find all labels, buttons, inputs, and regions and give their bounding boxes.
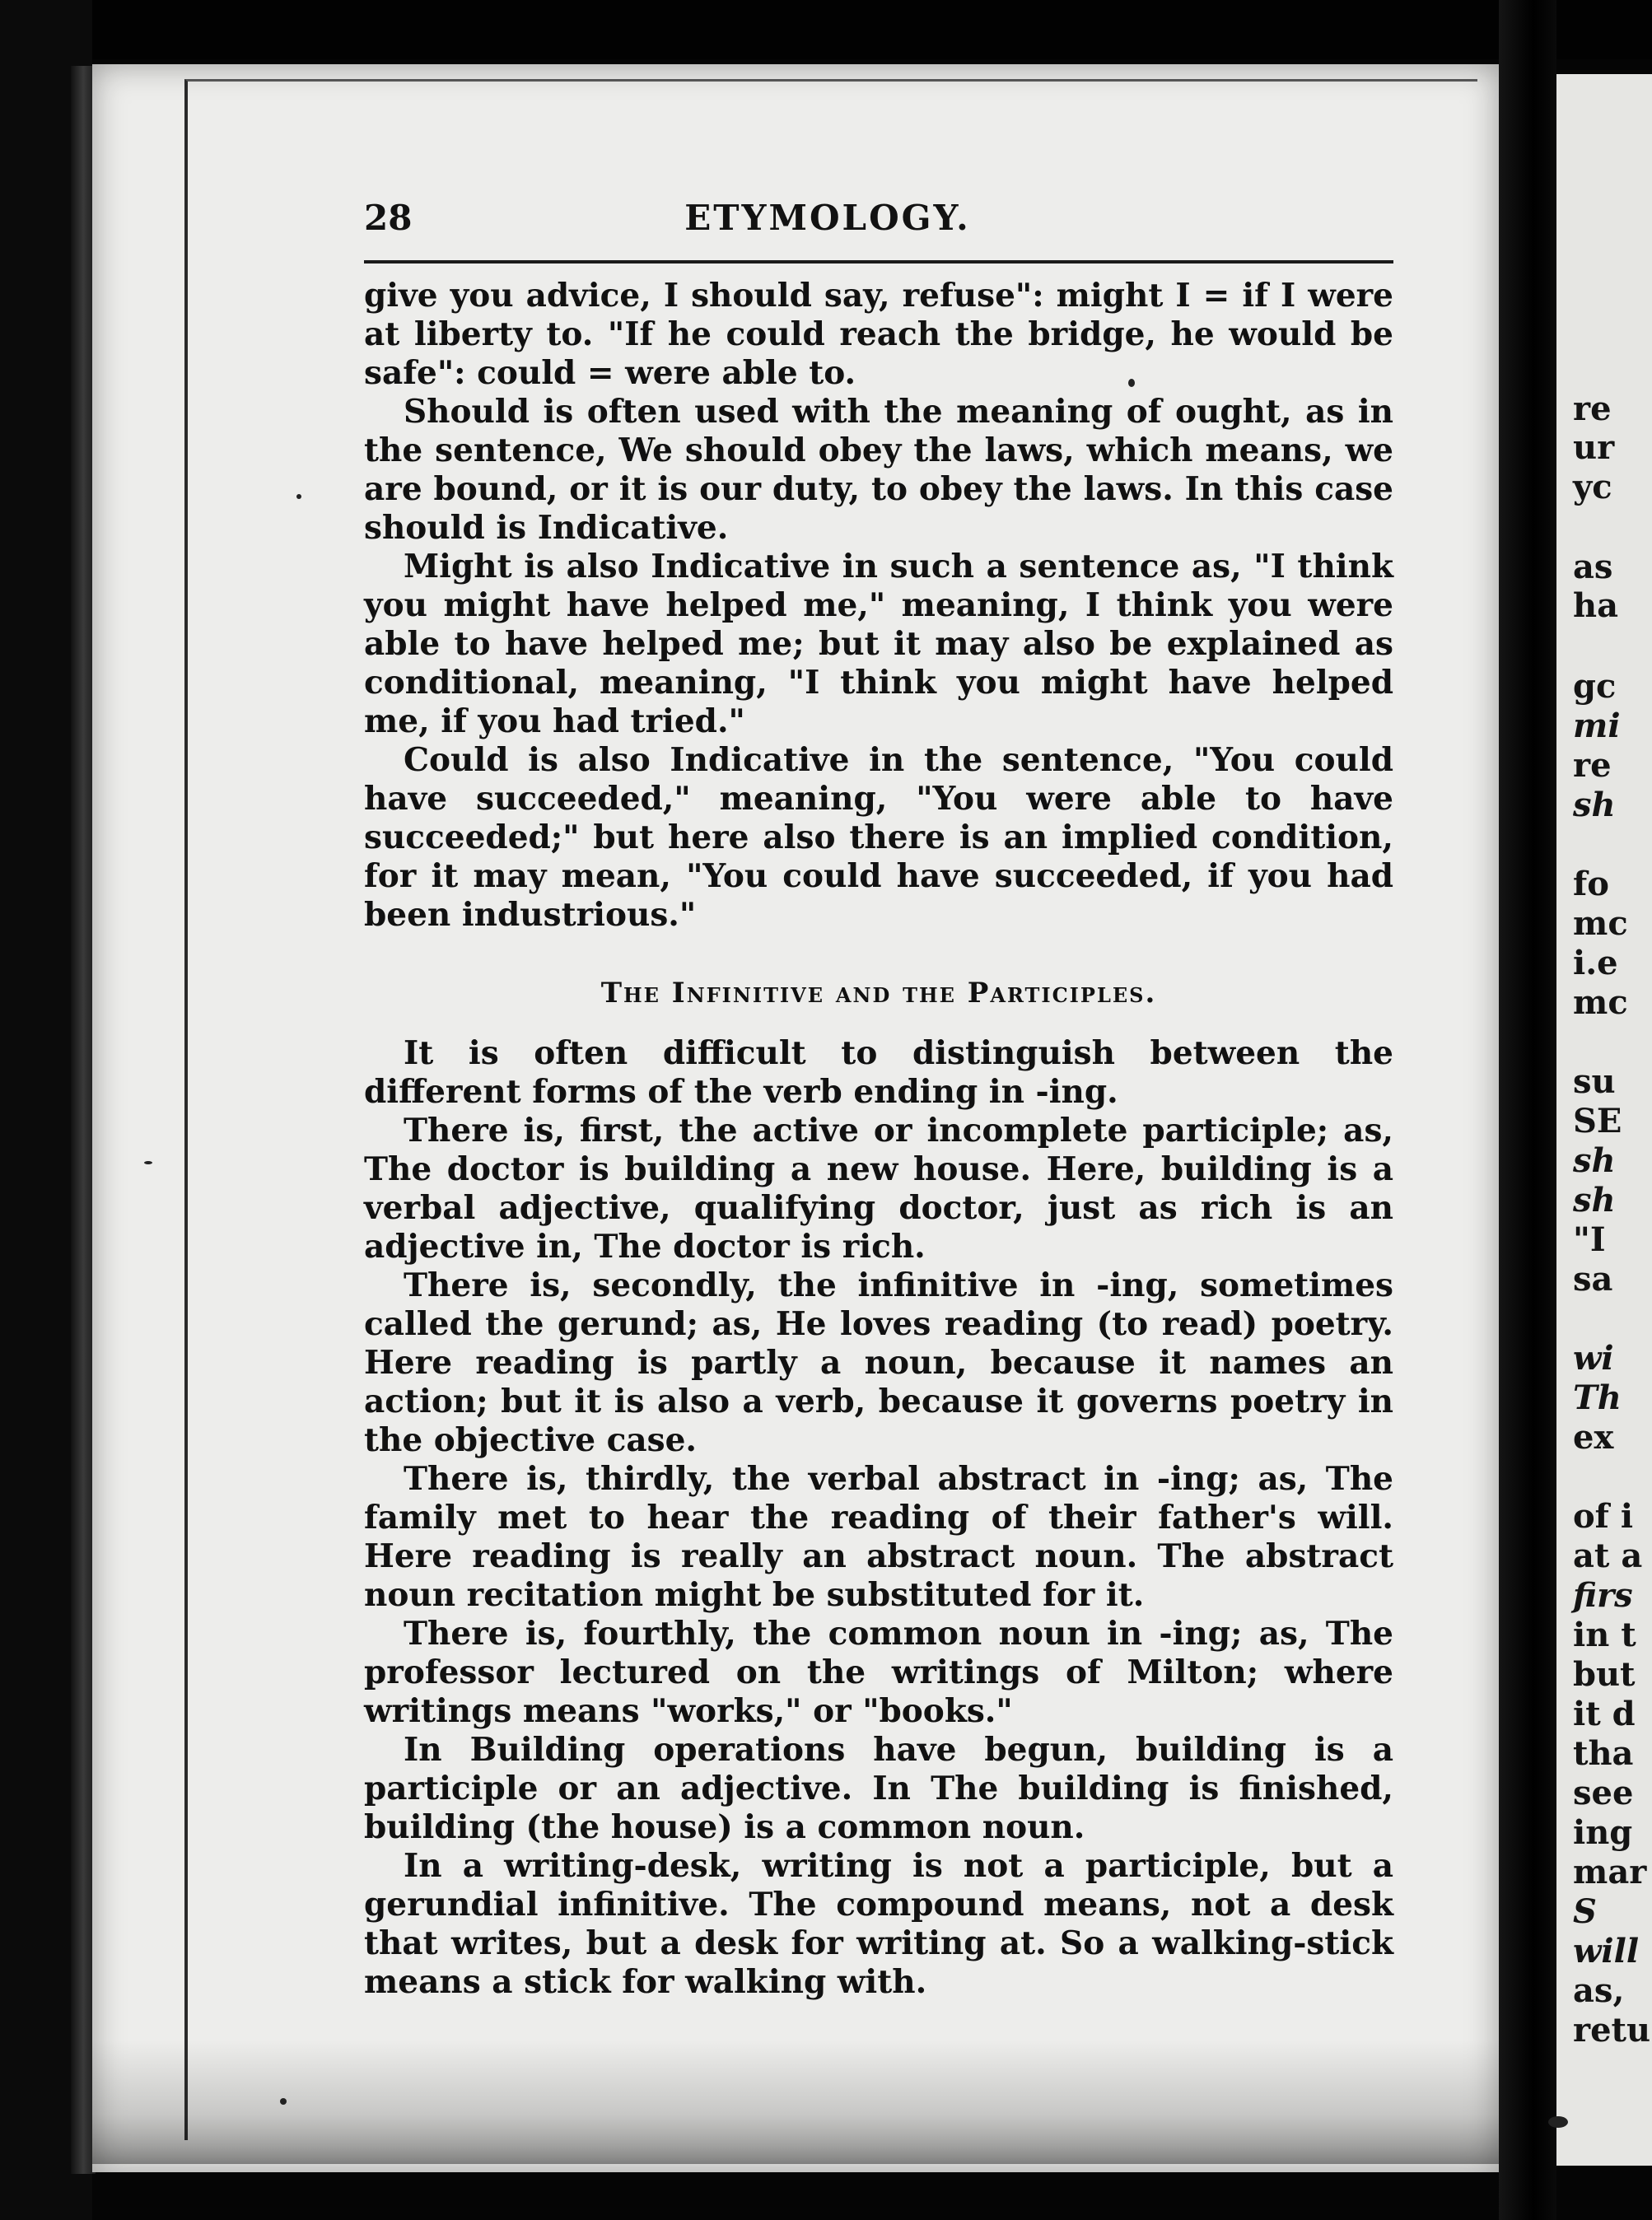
- facing-fragment: as: [1573, 548, 1613, 586]
- page-header: [272, 198, 1384, 247]
- facing-fragment: yc: [1573, 468, 1612, 506]
- facing-fragment: Th: [1573, 1378, 1622, 1417]
- facing-fragment: mc: [1573, 904, 1628, 943]
- facing-fragment: sh: [1573, 1181, 1616, 1220]
- facing-fragment: mc: [1573, 983, 1628, 1022]
- paragraph: It is often difficult to distinguish between the different forms of the verb ending in -ing.: [364, 1034, 1393, 1111]
- facing-fragment: re: [1573, 389, 1612, 428]
- facing-fragment: mar: [1573, 1853, 1647, 1891]
- facing-fragment: will: [1573, 1932, 1640, 1970]
- paragraph: In Building operations have begun, building is a participle or an adjective. In The building is finished, building (the house) is a common noun.: [364, 1731, 1393, 1846]
- facing-fragment: of i: [1573, 1497, 1634, 1536]
- scan-border-top: [0, 0, 1652, 59]
- facing-fragment: sh: [1573, 1141, 1616, 1180]
- paragraph: Could is also Indicative in the sentence, "You could have succeeded," meaning, "You were able to have succeeded;" but here also there is an implied condition, for it may mean, "You could have succeeded, if you had been industrious.": [364, 741, 1393, 934]
- facing-fragment: i.e: [1573, 944, 1618, 982]
- facing-fragment: ur: [1573, 428, 1615, 467]
- facing-fragment: ha: [1573, 586, 1618, 625]
- page-bottom-shadow: [92, 2040, 1499, 2164]
- facing-fragment: retu: [1573, 2011, 1651, 2050]
- facing-fragment: re: [1573, 746, 1612, 785]
- facing-fragment: tha: [1573, 1734, 1634, 1773]
- book-gutter: [1499, 0, 1556, 2220]
- header-rule: [364, 260, 1393, 264]
- facing-fragment: in t: [1573, 1616, 1636, 1654]
- paragraph: In a writing-desk, writing is not a participle, but a gerundial infinitive. The compound means, not a desk that writes, but a desk for writing at. So a walking-stick means a stick for walking with.: [364, 1847, 1393, 2001]
- running-head: ETYMOLOGY.: [684, 198, 971, 238]
- scan-speck: [1128, 379, 1135, 387]
- facing-fragment: wi: [1573, 1339, 1614, 1378]
- scan-speck: [1548, 2116, 1568, 2128]
- facing-page: [1556, 74, 1652, 2166]
- facing-fragment: S: [1573, 1892, 1597, 1931]
- facing-fragment: gc: [1573, 667, 1617, 706]
- scan-speck: [280, 2098, 287, 2105]
- paragraph: There is, fourthly, the common noun in -ing; as, The professor lectured on the writings of Milton; where writings means "works," or "books.": [364, 1615, 1393, 1730]
- scan-speck: [144, 1161, 152, 1164]
- section-heading: The Infinitive and the Participles.: [600, 977, 1157, 1010]
- facing-fragment: fo: [1573, 865, 1609, 903]
- facing-fragment: sa: [1573, 1260, 1613, 1299]
- facing-fragment: as,: [1573, 1971, 1625, 2010]
- facing-fragment: but: [1573, 1655, 1636, 1694]
- paragraph: There is, thirdly, the verbal abstract in -ing; as, The family met to hear the reading of their father's will. Here reading is really an abstract noun. The abstract noun recitation might be substituted for it.: [364, 1460, 1393, 1614]
- facing-fragment: firs: [1573, 1576, 1633, 1615]
- facing-fragment: at a: [1573, 1537, 1643, 1575]
- facing-fragment: it d: [1573, 1695, 1636, 1733]
- paragraph: give you advice, I should say, refuse": might I = if I were at liberty to. "If he could reach the bridge, he would be safe": could = were able to.: [364, 277, 1393, 392]
- facing-fragment: see: [1573, 1774, 1634, 1812]
- facing-fragment: su: [1573, 1062, 1616, 1101]
- paragraph: There is, first, the active or incomplete participle; as, The doctor is building a new house. Here, building is a verbal adjective, qualifying doctor, just as rich is an adjective in, The doctor is rich.: [364, 1112, 1393, 1266]
- paragraph: There is, secondly, the infinitive in -ing, sometimes called the gerund; as, He loves reading (to read) poetry. Here reading is partly a noun, because it names an action; but it is also a verb, because it governs poetry in the objective case.: [364, 1266, 1393, 1459]
- body-text: [364, 277, 1393, 2002]
- facing-fragment: sh: [1573, 786, 1616, 824]
- facing-fragment: ex: [1573, 1418, 1614, 1457]
- facing-fragment: ing: [1573, 1813, 1633, 1852]
- paragraph: Might is also Indicative in such a sentence as, "I think you might have helped me," meaning, I think you were able to have helped me; but it may also be explained as conditional, meaning, "I think you might have helped me, if you had tried.": [364, 548, 1393, 740]
- page-number: 28: [364, 198, 413, 238]
- scan-speck: [296, 494, 301, 499]
- facing-fragment: mi: [1573, 707, 1621, 745]
- facing-fragment: "I: [1573, 1220, 1606, 1259]
- paragraph: Should is often used with the meaning of ought, as in the sentence, We should obey the laws, which means, we are bound, or it is our duty, to obey the laws. In this case should is Indicative.: [364, 393, 1393, 547]
- facing-fragment: SE: [1573, 1102, 1622, 1140]
